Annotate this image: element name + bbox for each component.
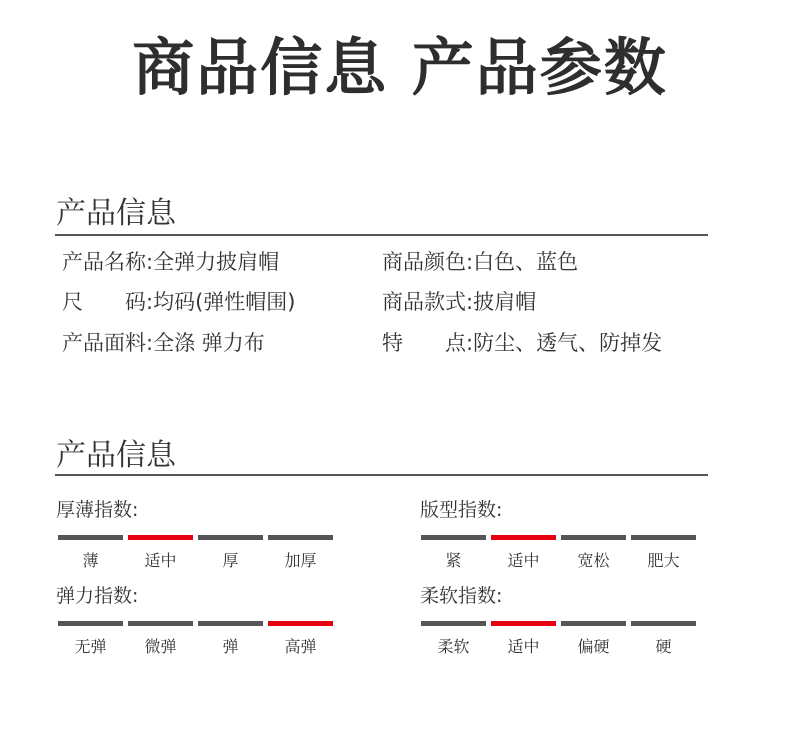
spec-label: 特 点: <box>382 331 474 355</box>
spec-label: 商品款式: <box>382 290 474 314</box>
gauge-title-softness: 柔软指数: <box>420 585 503 607</box>
spec-label: 产品名称: <box>62 250 154 274</box>
gauge-option-label: 厚 <box>222 551 239 570</box>
gauge-title-fit: 版型指数: <box>420 499 503 521</box>
gauge-segment <box>631 535 696 575</box>
gauge-segment <box>198 535 263 575</box>
info-section-title: 产品信息 <box>56 196 176 231</box>
gauge-thickness <box>58 535 338 575</box>
gauge-bar <box>58 621 123 626</box>
gauge-bar <box>631 535 696 540</box>
spec-row-fabric <box>62 328 265 358</box>
gauge-option-label: 宽松 <box>577 551 610 570</box>
gauge-option-label: 弹 <box>222 637 239 656</box>
gauge-segment <box>128 535 193 575</box>
gauge-bar <box>421 535 486 540</box>
gauge-segment <box>561 535 626 575</box>
gauge-option-label: 硬 <box>655 637 672 656</box>
gauge-bar <box>421 621 486 626</box>
index-section-title: 产品信息 <box>56 438 176 473</box>
gauge-bar-selected <box>128 535 193 540</box>
gauge-bar <box>268 535 333 540</box>
gauge-bar <box>58 535 123 540</box>
spec-label: 产品面料: <box>62 331 154 355</box>
gauge-option-label: 紧 <box>445 551 462 570</box>
gauge-segment <box>58 535 123 575</box>
spec-value: 全弹力披肩帽 <box>153 250 280 274</box>
gauge-segment <box>561 621 626 661</box>
gauge-bar-selected <box>491 621 556 626</box>
gauge-option-label: 薄 <box>82 551 99 570</box>
spec-value: 白色、蓝色 <box>473 250 579 274</box>
spec-value: 均码(弹性帽围) <box>153 290 296 314</box>
gauge-segment <box>631 621 696 661</box>
gauge-title-elasticity: 弹力指数: <box>56 585 139 607</box>
spec-row-style <box>382 287 536 317</box>
gauge-bar <box>128 621 193 626</box>
spec-label: 尺 码: <box>62 290 154 314</box>
gauge-segment <box>198 621 263 661</box>
gauge-option-label: 高弹 <box>284 637 317 656</box>
gauge-segment <box>268 535 333 575</box>
gauge-fit <box>421 535 701 575</box>
gauge-bar <box>198 621 263 626</box>
gauge-bar <box>631 621 696 626</box>
gauge-segment <box>491 535 556 575</box>
gauge-option-label: 无弹 <box>74 637 107 656</box>
gauge-title-thickness: 厚薄指数: <box>56 499 139 521</box>
gauge-bar-selected <box>491 535 556 540</box>
gauge-elasticity <box>58 621 338 661</box>
gauge-segment <box>58 621 123 661</box>
spec-row-features <box>382 328 662 358</box>
gauge-bar <box>198 535 263 540</box>
main-title: 商品信息 产品参数 <box>132 31 668 104</box>
gauge-option-label: 适中 <box>144 551 177 570</box>
gauge-option-label: 偏硬 <box>577 637 610 656</box>
spec-value: 防尘、透气、防掉发 <box>473 331 663 355</box>
gauge-bar-selected <box>268 621 333 626</box>
gauge-option-label: 微弹 <box>144 637 177 656</box>
gauge-segment <box>421 621 486 661</box>
gauge-bar <box>561 621 626 626</box>
spec-value: 全涤 弹力布 <box>153 331 265 355</box>
info-section-divider <box>55 234 708 236</box>
spec-row-size <box>62 287 295 317</box>
gauge-segment <box>128 621 193 661</box>
gauge-option-label: 肥大 <box>647 551 680 570</box>
spec-label: 商品颜色: <box>382 250 474 274</box>
spec-row-name <box>62 247 279 277</box>
spec-row-color <box>382 247 578 277</box>
gauge-segment <box>268 621 333 661</box>
gauge-option-label: 柔软 <box>437 637 470 656</box>
gauge-segment <box>491 621 556 661</box>
gauge-segment <box>421 535 486 575</box>
gauge-softness <box>421 621 701 661</box>
spec-value: 披肩帽 <box>473 290 537 314</box>
gauge-option-label: 加厚 <box>284 551 317 570</box>
gauge-option-label: 适中 <box>507 551 540 570</box>
index-section-divider <box>55 474 708 476</box>
gauge-bar <box>561 535 626 540</box>
gauge-option-label: 适中 <box>507 637 540 656</box>
